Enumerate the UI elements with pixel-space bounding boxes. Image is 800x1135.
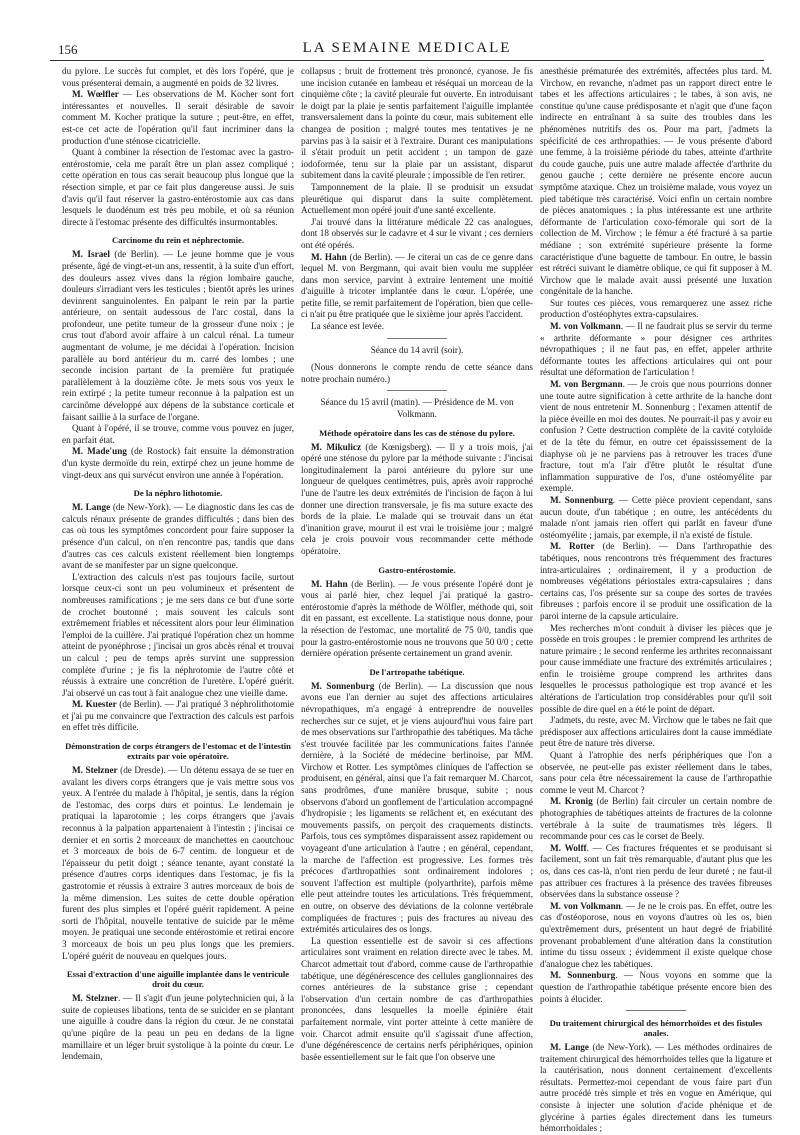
speaker-name: M. Sonnenburg (311, 680, 375, 691)
paragraph-text: (de Berlin). — Je citerai un cas de ce genre dans lequel M. von Bergmann, qui avait bien voulu me suppléer dans mon service, parvint à extraire lentement une moitié d'aiguille à tricoter implantée dans le cœur. L'opérée, une petite fille, se remit parfaitement de l'opération, bien que celle-ci n'ait pu être pratiquée que le sixième jour après l'accident. (301, 251, 533, 320)
paragraph: La séance est levée. (311, 321, 384, 332)
paragraph-text: (de New-York). — Le diagnostic dans les cas de calculs rénaux présente de grandes difficultés ; dans bien des cas où tous les symptômes concordent pour faire supposer la présence d'un calcul, on n'en rencontre pas, tandis que dans d'autres cas ces calculs existent réellement bien longtemps avant de se manifester par un signe quelconque. (62, 502, 294, 571)
divider (387, 390, 447, 391)
section-heading: Gastro-entérostomie. (378, 564, 456, 575)
column-right (540, 66, 772, 1135)
paragraph: du pylore. Le succès fut complet, et dès lors l'opéré, que je vous présenterai demain, a augmenté en poids de 32 livres. (62, 66, 294, 88)
paragraph-text: (de Berlin). — Le jeune homme que je vous présente, âgé de vingt-et-un ans, ressentit, à la suite d'un effort, des douleurs assez vives dans la région lombaire gauche, douleurs s'irradiant vers les testicules ; bientôt après les urines devinrent sanguinolentes. En palpant le rein par la partie antérieure, on sentait audessous de l'arc costal, dans la profondeur, une petite tumeur de la grosseur d'une noix ; je crus tout d'abord avoir affaire à un calcul rénal. La tumeur augmentant de volume, je me décidai à l'opération. Incision parallèle au bord antérieur du m. carré des lombes ; une seconde incision partant de la première fut pratiquée parallèlement à la douzième côte. Je mets sous vos yeux le rein extirpé ; la petite tumeur reconnue à la palpation est un carcinôme développé aux dépens de la substance corticale et faisant saillie à la surface de l'organe. (62, 249, 295, 422)
speaker-name: M. von Volkmann (550, 321, 621, 332)
paragraph (62, 699, 294, 734)
page-number: 156 (58, 42, 78, 57)
paragraph (62, 89, 294, 147)
paragraph-text: (de Berlin). — J'ai pratiqué 3 néphrolithotomie et j'ai pu me convaincre que l'extraction des calculs est parfois en effet très difficile. (62, 699, 295, 733)
speaker-name: M. von Volkmann (550, 900, 621, 911)
paragraph (540, 379, 772, 495)
paragraph: collapsus ; bruit de frottement très prononcé, cyanose. Je fis une incision cutanée en lambeau et réséquai un morceau de la cinquième côte ; la cavité pleurale fut ouverte. En introduisant le doigt par la plaie je sentis parfaitement l'aiguille implantée transversalement dans la pointe du cœur, mais subitement elle changea de position ; malgré toutes mes tentatives je ne parvins pas à la saisir et à l'extraire. Durant ces manipulations il s'était produit un petit accident ; un tampon de gaze iodoformée, tenu sur la plaie par un assistant, disparut subitement dans la cavité pleurale ; impossible de l'en retirer. (301, 66, 533, 181)
paragraph-text: . — Nous voyons en somme que la question de l'arthropathie tabétique présente encore bien des points à élucider. (540, 970, 772, 1004)
paragraph-text: . — Ces fractures fréquentes et se produisant si facilement, sont un fait très remarquable, d'autant plus que les os, dans ces cas-là, n'ont rien perdu de leur dureté ; ne faut-il pas attribuer ces fractures à la présence des travées fibreuses observées dans la substance osseuse ? (540, 842, 772, 900)
paragraph: Mes recherches m'ont conduit à diviser les pièces que je possède en trois groupes : le premier comprend les arthrites de nature primaire ; le second renferme les arthrites reconnaissant pour cause immédiate une fracture des extrémités articulaires ; enfin le troisième groupe comprend les arthrites dans lesquelles le processus pathologique est trop avancé et les altérations de l'articulation trop considérables pour qu'il soit possible de dire quel en a été le point de départ. (540, 622, 772, 714)
speaker-name: M. Kuester (72, 699, 117, 710)
paragraph-text: (de New-York). — Les méthodes ordinaires de traitement chirurgical des hémorrhoïdes telles que la ligature et la cautérisation, nous donnent certainement d'excellents résultats. Permettez-moi cependant de vous faire part d'un autre procédé très simple et très en vogue en Amérique, qui consiste à injecter une solution d'acide phénique et de glycérine à parties égales directement dans les tumeurs hémorrhoïdales ; (540, 1042, 772, 1134)
session-heading: Séance du 15 avril (matin). — Présidence de M. von Volkmann. (320, 397, 514, 420)
paragraph (540, 541, 772, 622)
paragraph: Tamponnement de la plaie. Il se produisit un exsudat pleurétique qui disparut dans la suite complètement. Actuellement mon opéré jouit d'une santé excellente. (301, 181, 533, 216)
speaker-name: M. Made'ung (72, 446, 127, 457)
section-heading: Essai d'extraction d'une aiguille implantée dans le ventricule droit du cœur. (66, 969, 290, 990)
speaker-name: M. Sonnenburg (550, 970, 616, 981)
paragraph: J'ai trouvé dans la littérature médicale 22 cas analogues, dont 18 observés sur le cadavre et 4 sur le vivant ; ces derniers ont été opérés. (301, 216, 533, 250)
speaker-name: M. Rotter (550, 541, 595, 552)
section-heading: Du traitement chirurgical des hémorrhoïdes et des fistules anales. (549, 1018, 763, 1039)
speaker-name: M. Israel (72, 249, 110, 260)
paragraph (301, 579, 533, 660)
paragraph (540, 1042, 772, 1135)
paragraph (62, 249, 294, 423)
speaker-name: M. Hahn (311, 578, 348, 589)
paragraph-text: (de Berlin). — Dans l'arthropathie des tabétiques, nous rencontrons très fréquemment des fractures intra-articulaires ; ordinairement, il y a production de nombreuses végétations périostales extra-capsulaires ; dans certains cas, l'os présente sur sa coupe des sortes de travées fibreuses ; parfois encore il se produit une ossification de la paroi interne de la capsule articulaire. (540, 541, 772, 621)
journal-title: LA SEMAINE MEDICALE (302, 40, 512, 56)
paragraph (540, 901, 772, 971)
paragraph-text: . — Il ne faudrait plus se servir du terme « arthrite déformante » pour désigner ces arthrites névropathiques ; il ne faut pas, en effet, appeler arthrite déformante toutes les affections articulaires qui ont pour résultat une déformation de l'articulation ! (540, 321, 772, 378)
paragraph (62, 765, 294, 962)
column-middle (301, 66, 533, 1063)
section-heading: Carcinome du rein et néphrectomie. (112, 235, 244, 246)
section-heading: De l'artropathe tabétique. (369, 666, 465, 677)
paragraph: anesthésie prématurée des extrémités, affectées plus tard. M. Virchow, en revanche, n'admet pas un rapport direct entre le tabes et les affections articulaires ; le tabes, à son avis, ne constitue qu'une cause prédisposante et n'agit que d'une façon indirecte en entraînant à sa suite des troubles dans les phénomènes nutritifs des os. Pour ma part, j'admets la spécificité de ces arthropathies. — Je vous présente d'abord une femme, à la troisième période du tabes, atteinte d'arthrite du coude gauche, puis une autre malade affectée d'arthrite du genou gauche ; cette dernière ne présente encore aucun symptôme ataxique. Chez un troisième malade, vous voyez un pied tabétique très caractérisé. Voici enfin un certain nombre de pièces anatomiques ; la plus intéressante est une arthrite déformante de l'articulation coxo-fémorale qui sort de la collection de M. Virchow ; le fémur a été fracturé à sa partie médiane ; son extrémité supérieure présente la forme caractéristique d'une baguette de tambour. En outre, le bassin est rétréci suivant le diamètre oblique, ce qui fit supposer à M. Virchow que le malade avait aussi présenté une luxation congénitale de la hanche. (540, 66, 772, 297)
speaker-name: M. Kronig (550, 796, 593, 807)
speaker-name: M. Stelzner (72, 993, 118, 1004)
paragraph-text: . — Je ne le crois pas. En effet, outre les cas d'ostéoporose, nous en voyons d'autres où les os, bien qu'extrêmement durs, présentent un haut degré de friabilité provenant probablement d'une altération dans la constitution intime du tissu osseux ; évidemment il existe quelque chose d'analogue chez les tabétiques. (540, 900, 772, 969)
paragraph-text: (de Berlin). — Je vous présente l'opéré dont je vous ai parlé hier, chez lequel j'ai pratiqué la gastro-entérostomie d'après la méthode de Wölfler, méthode qui, soit dit en passant, est excellente. La statistique nous donne, pour la résection de l'estomac, une mortalité de 75 0/0, tandis que pour la gastro-entérostomie nous ne trouvons que 50 0/0 ; cette dernière opération présente certainement un grand avenir. (301, 578, 533, 659)
paragraph: Sur toutes ces pièces, vous remarquerez une assez riche production d'ostéophytes extra-capsulaires. (540, 297, 772, 320)
paragraph: J'admets, du reste, avec M. Virchow que le tabes ne fait que prédisposer aux affections articulaires dont la cause immédiate peut être de nature très diverse. (540, 715, 772, 749)
speaker-name: M. Lange (72, 502, 111, 513)
speaker-name: M. Lange (550, 1042, 589, 1053)
paragraph-text: (de Rostock) fait ensuite la démonstration d'un kyste dermoïde du rein, extirpé chez un jeune homme de vingt-deux ans qui survécut environ une année à l'opération. (62, 446, 294, 480)
paragraph (540, 843, 772, 901)
speaker-name: M. von Bergmann (550, 379, 623, 390)
divider (626, 1010, 686, 1011)
paragraph (62, 502, 294, 572)
speaker-name: M. Hahn (311, 251, 347, 262)
speaker-name: M. Stelzner (72, 765, 118, 776)
paragraph-text: — Les observations de M. Kocher sont fort intéressantes et nouvelles. Il serait désirable de savoir comment M. Kocher pratique la suture ; peut-être, en effet, est-ce cet acte de l'opération qu'il faut incriminer dans la production d'une sténose cicatricielle. (62, 89, 294, 146)
section-heading: Méthode opératoire dans les cas de sténose du pylore. (319, 427, 515, 438)
speaker-name: M. Sonnenburg (550, 494, 613, 505)
paragraph (540, 321, 772, 379)
paragraph-text: (de Berlin) fait circuler un certain nombre de photographies de tabétiques atteints de fractures de la colonne vertébrale à la suite de traumatismes très légers. Il recommande pour ces cas le corset de Beely. (540, 796, 772, 842)
paragraph (62, 993, 294, 1063)
column-left (62, 66, 294, 1063)
section-heading: De la néphro lithotomie. (133, 488, 223, 499)
paragraph: Quant à combiner la résection de l'estomac avec la gastro-entérostomie, cela me paraît être un plan assez compliqué ; cette opération en tous cas serait beaucoup plus longue que la résection simple, et par ce fait plus dangereuse aussi. Je suis d'avis qu'il faut réserver la gastro-entérostomie aux cas dans lesquels le duodénum est très peu mobile, et où sa réunion directe à l'estomac présente des difficultés insurmontables. (62, 147, 294, 227)
divider (387, 338, 447, 339)
speaker-name: M. Wolff (550, 842, 587, 853)
paragraph: La question essentielle est de savoir si ces affections articulaires sont vraiment en relation directe avec le tabes. M. Charcot admettait tout d'abord, comme cause de l'arthropathie tabétique, une dégénérescence des cellules ganglionnaires des cornes antérieures de la substance grise ; cependant l'observation d'un certain nombre de cas d'arthropathies prononcées, dans lesquelles la moelle épinière était parfaitement normale, vint porter atteinte à cette manière de voir. Charcot admit ensuite qu'il s'agissait d'une affection, d'une dégénérescence de certains nerfs périphériques, opinion basée essentiellement sur le fait que l'on observe une (301, 935, 533, 1062)
speaker-name: M. Wœlfler (72, 89, 119, 100)
paragraph (301, 252, 533, 322)
paragraph (540, 796, 772, 842)
paragraph-text: . — Je crois que nous pourrions donner une toute autre signification à cette arthrite de la hanche dont vient de nous entretenir M. Sonnenburg ; l'examen attentif de la pièce éveille en moi des doutes. Ne pourrait-il pas y avoir eu confusion ? Cette destruction complète de la cavité cotyloïde et de la tête du fémur, en outre cet épaississement de la diaphyse où je ne parviens pas à retrouver les traces d'une fracture, tout m'a l'air d'être plutôt le résultat d'une inflammation suppurative de l'os, d'une ostéomyélite par exemple. (540, 379, 772, 494)
paragraph: L'extraction des calculs n'est pas toujours facile, surtout lorsque ceux-ci sont un peu volumineux et présentent de nombreuses ramifications ; je me sers dans ce but d'une sorte de crochet boutonné ; mais souvent les calculs sont extrêmement friables et nécessitent alors pour leur élimination l'emploi de la cuillère. J'ai pratiqué l'opération chez un homme atteint de pyonéphrose ; j'incisai un gros abcès rénal et trouvai un calcul ; peu de temps après survint une suppression complète d'urine ; je fis la néphrotomie de l'autre côté et réussis à extraire une concrétion de l'uretère. L'opéré guérit. J'ai observé un cas tout à fait analogue chez une vieille dame. (62, 571, 294, 698)
editor-note: (Nous donnerons le compte rendu de cette séance dans notre prochain numéro.) (301, 362, 533, 384)
paragraph (301, 442, 533, 558)
paragraph: Quant à l'atrophie des nerfs périphériques que l'on a observée, ne peut-elle pas exister réellement dans le tabes, sans pour cela être nécessairement la cause de l'arthropathie comme le veut M. Charcot ? (540, 750, 772, 795)
paragraph-text: (de Berlin). — La discussion que nous avons eue l'an dernier au sujet des affections articulaires névropathiques, m'a engagé à entreprendre de nouvelles recherches sur ce sujet, et je viens aujourd'hui vous faire part de mes observations sur l'arthropathie des tabétiques. Ma tâche s'est trouvée facilitée par les communications faites l'année dernière, à la Société de médecine berlinoise, par MM. Virchow et Rotter. Les symptômes cliniques de l'affection se produisent, en général, ainsi que l'a fait remarquer M. Charcot, sans prodrômes, d'une manière brusque, subite ; nous observons d'abord un gonflement de l'articulation accompagné d'hydropisie ; les ligaments se relâchent et, en exécutant des mouvements passifs, on perçoit des craquements distincts. Parfois, tous ces symptômes disparaissent assez rapidement ou voyageant d'une articulation à l'autre ; en général, cependant, la marche de l'affection est progressive. Les formes très précoces d'arthropathies sont ordinairement indolores ; souvent l'affection est multiple (polyarthrite), parfois même elle peut atteindre toutes les articulations. Très fréquemment, en outre, on observe des déviations de la colonne vertébrale compliquées de fractures ; puis des fractures au niveau des extrémités articulaires des os longs. (301, 680, 533, 935)
paragraph (540, 970, 772, 1005)
paragraph-text: . — Il s'agit d'un jeune polytechnicien qui, à la suite de copieuses libations, tenta de se suicider en se plantant une aiguille à coudre dans la région du cœur. Je ne constatai qu'une piqûre de la peau un peu en dedans de la ligne mamillaire et un léger bruit systolique à la pointe du cœur. Le lendemain, (62, 993, 294, 1062)
paragraph-text: (de Kœnigsberg). — Il y a trois mois, j'ai opéré une sténose du pylore par la méthode suivante : J'incisai longitudinalement la paroi antérieure du pylore sur une longueur de quelques centimètres, puis, après avoir rapproché l'une de l'autre les deux extrémités de l'incision de façon à lui donner une direction transversale, je fis ma suture exacte des bords de la plaie. Le malade qui se trouvait dans un état d'inanition grave, mourut il est vrai le troisième jour ; malgré cela je crois pouvoir vous recommander cette méthode opératoire. (301, 441, 533, 556)
paragraph (62, 446, 294, 481)
speaker-name: M. Mikulicz (311, 441, 362, 452)
session-heading: Séance du 14 avril (soir). (370, 344, 464, 355)
paragraph (301, 681, 533, 936)
section-heading: Démonstration de corps étrangers de l'estomac et de l'intestin extraits par voie opératoire. (65, 741, 291, 762)
paragraph-text: (de Dresde). — Un détenu essaya de se tuer en avalant les divers corps étrangers que je vais mettre sous vos yeux. A l'entrée du malade à l'hôpital, je sentis, dans la région de l'estomac, des corps durs et pointus. Le lendemain je pratiquai la laparotomie ; les corps étrangers que j'avais reconnus à la palpation appartenaient à l'intestin ; j'incisai ce dernier et en sortis 2 morceaux de manchettes en caoutchouc et 3 morceaux de bois de 6-7 centim. de longueur et de l'épaisseur du petit doigt ; séance tenante, ayant constaté la présence d'autres corps identiques dans l'estomac, je fis la gastrotomie et réussis à extraire 3 autres morceaux de bois de la même dimension. Les suites de cette double opération furent des plus simples et l'opéré guérit rapidement. A peine sorti de l'hôpital, nouvelle tentative de suicide par le même moyen. Je pratiquai une seconde entérostomie et retirai encore 3 morceaux de bois un peu plus longs que les premiers. L'opéré guérit de nouveau en quelques jours. (62, 765, 294, 961)
paragraph: Quant à l'opéré, il se trouve, comme vous pouvez en juger, en parfait état. (62, 423, 294, 445)
page-header (50, 38, 764, 61)
paragraph (540, 495, 772, 541)
paragraph-text: . — Cette pièce provient cependant, sans aucun doute, d'un tabétique ; en outre, les antécédents du malade n'ont jamais rien offert qui parlât en faveur d'une ostéomyélite ; jamais, par exemple, il n'a existé de fistule. (540, 494, 772, 540)
